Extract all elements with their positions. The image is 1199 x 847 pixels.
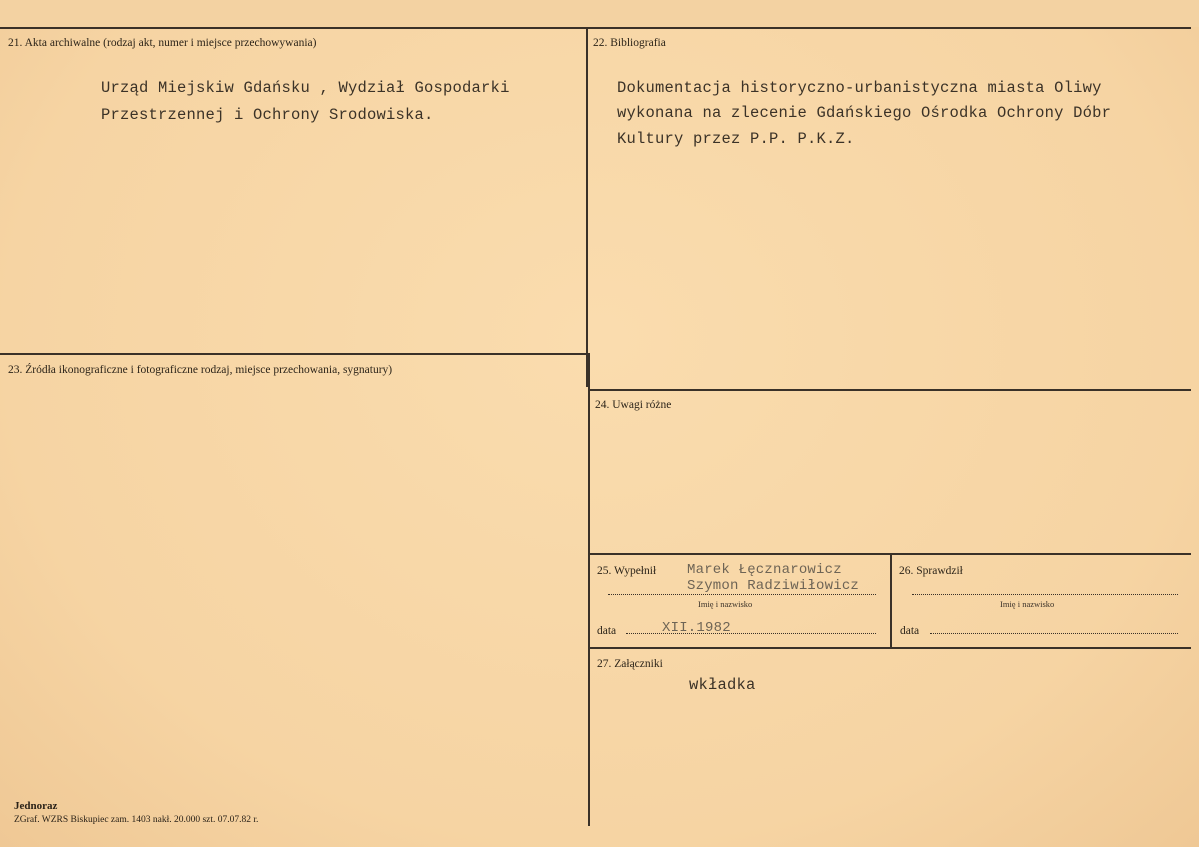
filled-date-label: data [597,625,617,637]
section-22-label: 22. Bibliografia [593,37,666,49]
filled-by-name-2: Szymon Radziwiłowicz [687,578,860,594]
section-22-line-2: wykonana na zlecenie Gdańskiego Ośrodka Ochrony Dóbr [617,104,1112,122]
section-26-label: 26. Sprawdził [899,565,963,577]
center-divider-lower [588,353,590,826]
checked-date-label: data [900,625,920,637]
top-strip [0,0,1199,27]
filled-by-dotted-line [608,594,876,595]
checked-by-caption: Imię i nazwisko [1000,599,1055,609]
rule-25-27 [588,647,1191,649]
section-25-label: 25. Wypełnił [597,565,657,577]
footer-imprint: ZGraf. WZRS Biskupiec zam. 1403 nakł. 20.000 szt. 07.07.82 r. [14,815,259,825]
center-divider [586,27,588,387]
section-23-label: 23. Źródła ikonograficzne i fotograficzne rodzaj, miejsce przechowania, sygnatury) [8,364,393,376]
filled-date-value: XII.1982 [662,620,731,636]
section-21-line-2: Przestrzennej i Ochrony Srodowiska. [101,106,434,124]
checked-by-dotted-line [912,594,1178,595]
section-22-line-3: Kultury przez P.P. P.K.Z. [617,130,855,148]
section-21-label: 21. Akta archiwalne (rodzaj akt, numer i miejsce przechowywania) [8,37,317,49]
filled-by-caption: Imię i nazwisko [698,599,753,609]
rule-22-24 [588,389,1191,391]
footer-title: Jednoraz [14,800,58,812]
section-24-label: 24. Uwagi różne [595,399,672,411]
section-21-line-1: Urząd Miejskiw Gdańsku , Wydział Gospodarki [101,79,510,97]
top-rule [0,27,1191,29]
checked-date-dotted-line [930,633,1178,634]
rule-21-23 [0,353,587,355]
attachments-value: wkładka [689,676,756,694]
section-27-label: 27. Załączniki [597,658,663,670]
filled-date-dotted-line [626,633,876,634]
divider-25-26 [890,553,892,649]
section-22-line-1: Dokumentacja historyczno-urbanistyczna miasta Oliwy [617,79,1102,97]
filled-by-name-1: Marek Łęcznarowicz [687,562,842,578]
